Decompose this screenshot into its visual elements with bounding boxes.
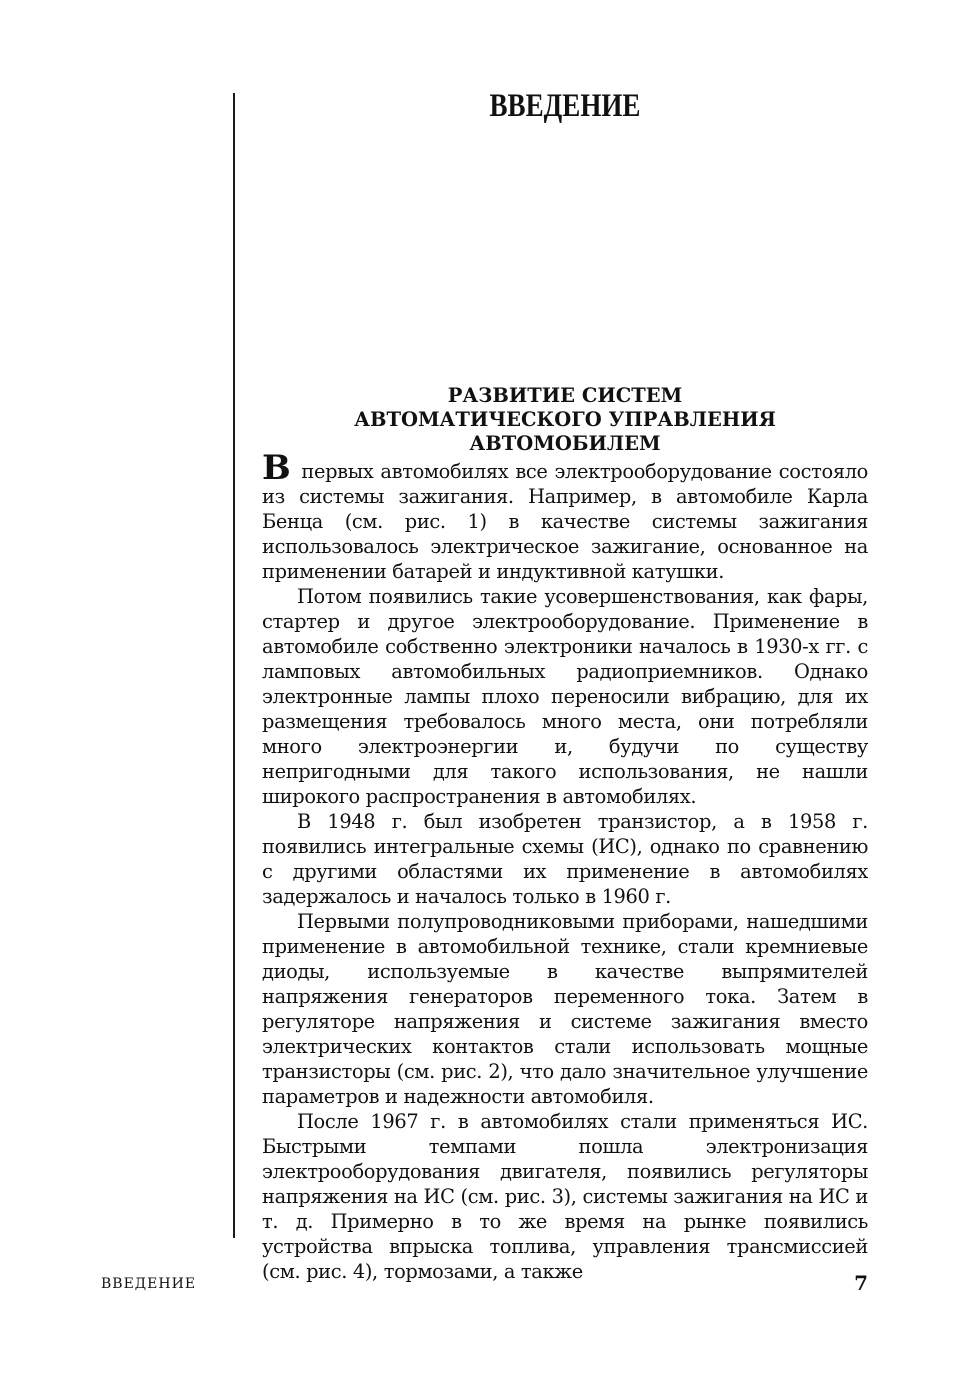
paragraph-3: В 1948 г. был изобретен транзистор, а в 1958 г. появились интегральные схемы (ИС), однако по сравнению с другими областями их применение в автомобилях задержалось и началось только в 1960 г. [262,810,868,908]
paragraph-5: После 1967 г. в автомобилях стали применяться ИС. Быстрыми темпами пошла электронизация электрооборудования двигателя, появились регуляторы напряжения на ИС (см. рис. 3), системы зажигания на ИС и т. д. Примерно в то же время на рынке появились устройства впрыска топлива, управления трансмиссией (см. рис. 4), тормозами, а также [262,1110,868,1283]
section-title-line-1: РАЗВИТИЕ СИСТЕМ [447,384,683,407]
paragraph-4: Первыми полупроводниковыми приборами, нашедшими применение в автомобильной технике, стали кремниевые диоды, используемые в качестве выпрямителей напряжения генераторов переменного тока. Затем в регуляторе напряжения и системе зажигания вместо электрических контактов стали использовать мощные транзисторы (см. рис. 2), что дало значительное улучшение параметров и надежности автомобиля. [262,910,868,1108]
section-title-line-2: АВТОМАТИЧЕСКОГО УПРАВЛЕНИЯ [354,408,776,431]
section-title [262,384,868,456]
section-title-line-3: АВТОМОБИЛЕМ [469,432,661,455]
paragraph-1-text: первых автомобилях все электрооборудование состояло из системы зажигания. Например, в автомобиле Карла Бенца (см. рис. 1) в качестве системы зажигания использовалось электрическое зажигание, основанное на применении батарей и индуктивной катушки. [262,460,868,583]
chapter-title: ВВЕДЕНИЕ [489,88,641,124]
page-number: 7 [854,1271,868,1295]
drop-cap: В [262,448,291,488]
margin-rule [233,93,235,1238]
body-text [262,448,868,1284]
running-head: ВВЕДЕНИЕ [101,1276,197,1292]
paragraph-1 [262,448,868,584]
paragraph-2: Потом появились такие усовершенствования, как фары, стартер и другое электрооборудование. Применение в автомобиле собственно электроники началось в 1930-х гг. с ламповых автомобильных радиоприемников. Однако электронные лампы плохо переносили вибрацию, для их размещения требовалось много места, они потребляли много электроэнергии и, будучи по существу непригодными для такого использования, не нашли широкого распространения в автомобилях. [262,585,868,808]
